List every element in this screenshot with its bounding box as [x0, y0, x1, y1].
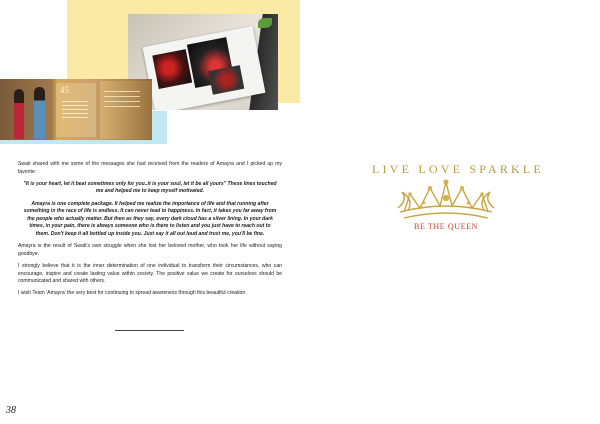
text-line — [104, 96, 140, 97]
person-figure — [14, 89, 24, 139]
album-photo — [208, 65, 244, 95]
leaf-decoration — [258, 18, 272, 28]
text-line — [62, 101, 88, 102]
text-line — [62, 117, 88, 118]
magazine-right-page — [100, 81, 152, 139]
magazine-spread-image — [0, 79, 152, 140]
text-line — [62, 105, 88, 106]
brand-slogan: BE THE QUEEN — [414, 222, 478, 231]
text-line — [62, 113, 88, 114]
signature-line — [115, 330, 184, 331]
album-page — [143, 26, 266, 110]
reader-quote: "It is your heart, let it beat sometimes only for you..it is your soul, let it be all yours" These lines touched me and helped me to keep myself motivated. — [23, 180, 277, 195]
text-line — [104, 91, 140, 92]
intro-paragraph: Swati shared with me some of the messages she had received from the readers of Amayra and I picked up my favorite: — [18, 161, 282, 175]
body-paragraph: I wish Team 'Amayra' the very best for continuing to spread awareness through this beautiful creation. — [18, 290, 247, 297]
text-line — [104, 101, 140, 102]
body-paragraph: I strongly believe that it is the inner determination of one individual to transform their circumstances, who can encourage, inspire and create lasting value within society. The positive value we create for ourselves should be communicated and shared with others. — [18, 263, 282, 285]
body-paragraph: Amayra is the result of Swati's own struggle when she lost her beloved mother, who took her life without saying goodbye. — [18, 243, 282, 257]
reader-quote: Amayra is one complete package. It helped me realize the importance of life and that running after something in the race of life is endless. It can never lead to happiness. In fact, it takes you far away from the people who actually matter. But then as they say, every dark cloud has a silver lining. In your dark times, in your pain, there is always someone who is there to listen and you just have to reach out to them. Don't keep it all bottled up inside you. Just say it all out loud and trust me, you'll be fine. — [23, 200, 277, 238]
page-number: 38 — [6, 405, 16, 416]
brand-tagline: LIVE LOVE SPARKLE — [372, 162, 544, 176]
magazine-number-decoration: 45 — [60, 85, 69, 95]
text-line — [62, 109, 88, 110]
article-body — [18, 161, 282, 303]
album-photo — [152, 49, 192, 89]
text-line — [104, 106, 140, 107]
person-figure — [34, 87, 45, 139]
